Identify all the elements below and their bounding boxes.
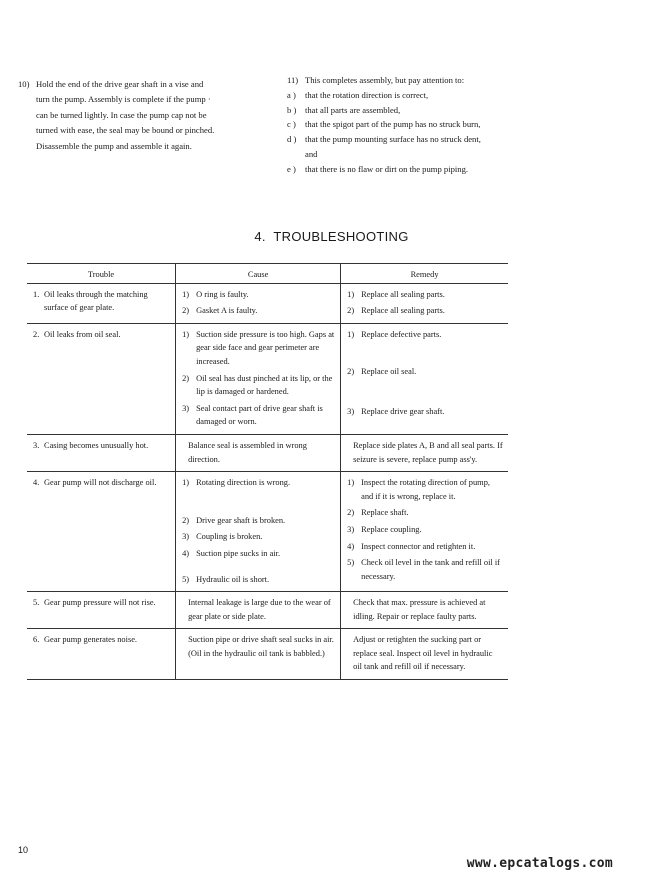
check-item-text: that the spigot part of the pump has no struck burn, <box>305 119 481 130</box>
remedy-text: Inspect connector and retighten it. <box>361 541 476 551</box>
cause-text: Gasket A is faulty. <box>196 306 258 316</box>
remedy-number: 2) <box>347 508 355 518</box>
remedy-text: Replace drive gear shaft. <box>361 406 445 416</box>
remedy-text: Replace side plates A, B and all seal parts. If seizure is severe, replace pump ass'y. <box>353 440 503 464</box>
cause-text: Suction pipe or drive shaft seal sucks in air. (Oil in the hydraulic oil tank is babbled.) <box>188 635 334 658</box>
remedy-text: Replace all sealing parts. <box>361 289 445 299</box>
step-10 <box>18 77 273 154</box>
remedy-number: 1) <box>347 478 355 488</box>
cause-cell <box>176 323 341 434</box>
cause-text: Internal leakage is large due to the wear of gear plate or side plate. <box>188 598 331 621</box>
cause-text: Suction side pressure is too high. Gaps at gear side face and gear perimeter are increased. <box>196 329 335 366</box>
remedy-text: Inspect the rotating direction of pump, and if it is wrong, replace it. <box>361 478 490 501</box>
cause-cell <box>176 592 341 629</box>
check-item <box>287 162 537 177</box>
cause-number: 2) <box>182 306 190 316</box>
trouble-number: 2. <box>33 329 40 339</box>
cause-number: 4) <box>182 548 190 558</box>
remedy-number: 3) <box>347 406 355 416</box>
cause-cell <box>176 629 341 680</box>
remedy-number: 2) <box>347 367 355 377</box>
check-item <box>287 132 537 162</box>
remedy-number: 1) <box>347 289 355 299</box>
cause-text: Coupling is broken. <box>196 532 263 542</box>
cause-text: Oil seal has dust pinched at its lip, or the lip is damaged or hardened. <box>196 373 333 397</box>
remedy-cell <box>341 592 508 629</box>
table-row <box>27 472 508 592</box>
trouble-number: 4. <box>33 478 40 488</box>
trouble-cell <box>27 472 176 592</box>
check-item-text: that the pump mounting surface has no struck dent, <box>305 134 481 145</box>
check-item <box>287 117 537 132</box>
cause-text: Balance seal is assembled in wrong direction. <box>188 440 307 464</box>
cause-number: 3) <box>182 532 190 542</box>
remedy-text: Check that max. pressure is achieved at idling. Repair or replace faulty parts. <box>353 598 486 621</box>
cause-number: 1) <box>182 289 190 299</box>
table-row <box>27 592 508 629</box>
remedy-number: 1) <box>347 329 355 339</box>
table-row <box>27 434 508 471</box>
remedy-text: Replace shaft. <box>361 508 409 518</box>
remedy-cell <box>341 283 508 323</box>
remedy-number: 5) <box>347 558 355 568</box>
cause-number: 1) <box>182 329 190 339</box>
step-10-line: Disassemble the pump and assemble it again. <box>36 140 192 151</box>
step-11-text: This completes assembly, but pay attention to: <box>305 75 465 85</box>
check-item <box>287 88 537 103</box>
cause-text: Hydraulic oil is short. <box>196 574 270 584</box>
trouble-cell <box>27 592 176 629</box>
cause-text: Rotating direction is wrong. <box>196 478 291 488</box>
remedy-cell <box>341 472 508 592</box>
check-item-letter: c ) <box>287 119 296 130</box>
remedy-cell <box>341 434 508 471</box>
cause-number: 5) <box>182 574 190 584</box>
step-11-number: 11) <box>287 75 299 85</box>
check-item-text: and <box>305 148 318 159</box>
check-item-letter: a ) <box>287 89 296 100</box>
cause-cell <box>176 434 341 471</box>
cause-number: 1) <box>182 478 190 488</box>
remedy-text: Replace defective parts. <box>361 329 442 339</box>
check-item-text: that there is no flaw or dirt on the pump piping. <box>305 163 469 174</box>
check-item-letter: d ) <box>287 134 297 145</box>
trouble-cell <box>27 434 176 471</box>
section-number: 4. <box>254 229 266 244</box>
remedy-cell <box>341 629 508 680</box>
trouble-number: 1. <box>33 289 40 299</box>
remedy-cell <box>341 323 508 434</box>
page-number: 10 <box>18 845 29 855</box>
step-10-number: 10) <box>18 79 30 89</box>
trouble-cell <box>27 323 176 434</box>
check-item <box>287 103 537 118</box>
header-trouble: Trouble <box>27 264 176 284</box>
cause-text: O ring is faulty. <box>196 289 249 299</box>
cause-cell <box>176 472 341 592</box>
table-row <box>27 323 508 434</box>
check-item-letter: b ) <box>287 104 297 115</box>
trouble-text: Gear pump will not discharge oil. <box>44 478 157 488</box>
check-item-text: that all parts are assembled, <box>305 104 401 115</box>
watermark-text: www.epcatalogs.com <box>466 856 613 871</box>
table-row <box>27 283 508 323</box>
cause-text: Drive gear shaft is broken. <box>196 515 286 525</box>
trouble-text: Gear pump generates noise. <box>44 635 138 645</box>
table-row <box>27 629 508 680</box>
table-header-row <box>27 264 508 284</box>
cause-number: 2) <box>182 373 190 383</box>
remedy-text: Replace oil seal. <box>361 367 417 377</box>
remedy-text: Replace all sealing parts. <box>361 306 445 316</box>
remedy-text: Check oil level in the tank and refill oil if necessary. <box>361 558 500 581</box>
cause-text: Suction pipe sucks in air. <box>196 548 281 558</box>
remedy-text: Replace coupling. <box>361 524 422 534</box>
troubleshooting-table <box>27 263 508 680</box>
cause-text: Seal contact part of drive gear shaft is damaged or worn. <box>196 403 323 427</box>
remedy-number: 3) <box>347 524 355 534</box>
trouble-text: Oil leaks from oil seal. <box>44 329 121 339</box>
trouble-cell <box>27 283 176 323</box>
remedy-text: Adjust or retighten the sucking part or replace seal. Inspect oil level in hydraulic oil tank and refill oil if necessary. <box>353 635 493 672</box>
remedy-number: 2) <box>347 306 355 316</box>
trouble-cell <box>27 629 176 680</box>
step-10-line: turned with ease, the seal may be bound or pinched. <box>36 125 215 136</box>
header-remedy: Remedy <box>341 264 508 284</box>
trouble-text: Oil leaks through the matching surface of gear plate. <box>44 289 148 313</box>
trouble-number: 3. <box>33 440 40 450</box>
trouble-number: 6. <box>33 635 40 645</box>
step-10-line: can be turned lightly. In case the pump cap not be <box>36 109 207 120</box>
step-10-line: turn the pump. Assembly is complete if the pump · <box>36 94 211 105</box>
header-cause: Cause <box>176 264 341 284</box>
check-item-text: that the rotation direction is correct, <box>305 89 429 100</box>
check-item-letter: e ) <box>287 163 296 174</box>
trouble-text: Gear pump pressure will not rise. <box>44 598 156 608</box>
cause-number: 3) <box>182 403 190 413</box>
remedy-number: 4) <box>347 541 355 551</box>
trouble-number: 5. <box>33 598 40 608</box>
cause-cell <box>176 283 341 323</box>
step-11 <box>287 73 537 177</box>
section-title: TROUBLESHOOTING <box>273 229 409 244</box>
step-10-line: Hold the end of the drive gear shaft in a vise and <box>36 79 204 89</box>
cause-number: 2) <box>182 515 190 525</box>
trouble-text: Casing becomes unusually hot. <box>44 440 149 450</box>
section-heading <box>0 229 663 244</box>
